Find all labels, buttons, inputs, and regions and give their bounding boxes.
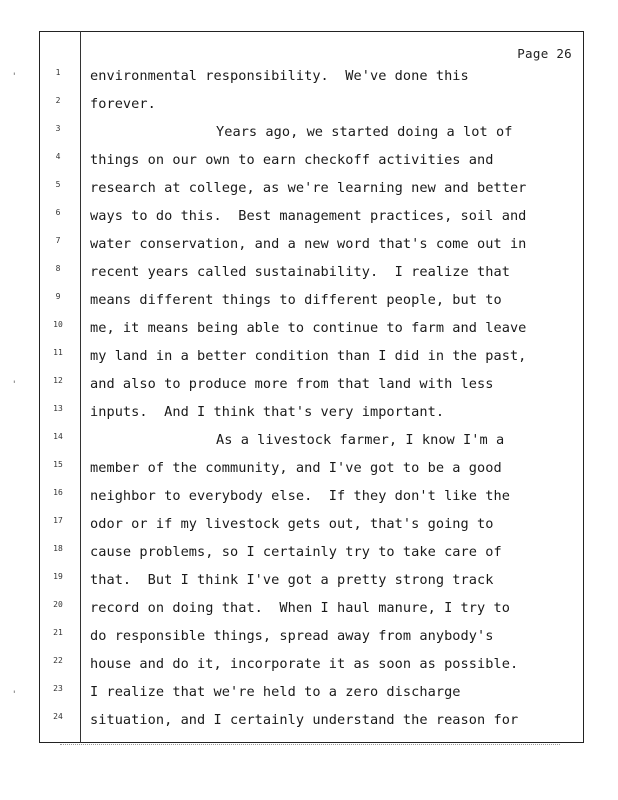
footer-rule <box>60 744 560 745</box>
transcript-line <box>0 288 618 316</box>
line-text: As a livestock farmer, I know I'm a <box>216 432 505 448</box>
transcript-line <box>0 708 618 736</box>
line-text: odor or if my livestock gets out, that's going to <box>90 516 494 532</box>
transcript-line <box>0 64 618 92</box>
line-number: 1 <box>55 68 61 77</box>
transcript-line <box>0 344 618 372</box>
transcript-line <box>0 680 618 708</box>
line-text: neighbor to everybody else. If they don't like the <box>90 488 510 504</box>
line-text: research at college, as we're learning new and better <box>90 180 527 196</box>
transcript-line <box>0 400 618 428</box>
line-number: 11 <box>53 348 63 357</box>
transcript-line <box>0 316 618 344</box>
line-number: 20 <box>53 600 63 609</box>
line-number: 13 <box>53 404 63 413</box>
line-number: 14 <box>53 432 63 441</box>
line-text: water conservation, and a new word that's come out in <box>90 236 527 252</box>
transcript-line <box>0 232 618 260</box>
transcript-line <box>0 624 618 652</box>
line-text: forever. <box>90 96 156 112</box>
transcript-line <box>0 176 618 204</box>
transcript-line <box>0 260 618 288</box>
line-text: record on doing that. When I haul manure, I try to <box>90 600 510 616</box>
line-number: 9 <box>55 292 61 301</box>
line-number: 5 <box>55 180 61 189</box>
transcript-line <box>0 92 618 120</box>
line-number: 16 <box>53 488 63 497</box>
line-number: 21 <box>53 628 63 637</box>
line-number: 15 <box>53 460 63 469</box>
transcript-line <box>0 596 618 624</box>
line-text: Years ago, we started doing a lot of <box>216 124 513 140</box>
line-number: 17 <box>53 516 63 525</box>
transcript-line <box>0 484 618 512</box>
line-number: 23 <box>53 684 63 693</box>
line-number: 18 <box>53 544 63 553</box>
margin-tick: ' <box>13 690 16 700</box>
line-number: 3 <box>55 124 61 133</box>
line-text: do responsible things, spread away from anybody's <box>90 628 494 644</box>
transcript-line <box>0 568 618 596</box>
page-number: Page 26 <box>517 46 572 61</box>
transcript-line <box>0 120 618 148</box>
line-number: 19 <box>53 572 63 581</box>
line-text: recent years called sustainability. I realize that <box>90 264 510 280</box>
line-text: means different things to different people, but to <box>90 292 502 308</box>
line-number: 22 <box>53 656 63 665</box>
line-number: 24 <box>53 712 63 721</box>
line-text: things on our own to earn checkoff activities and <box>90 152 494 168</box>
transcript-line <box>0 512 618 540</box>
transcript-line <box>0 456 618 484</box>
line-number: 6 <box>55 208 61 217</box>
transcript-line <box>0 540 618 568</box>
line-text: my land in a better condition than I did in the past, <box>90 348 527 364</box>
transcript-line <box>0 652 618 680</box>
transcript-line <box>0 428 618 456</box>
line-text: member of the community, and I've got to be a good <box>90 460 502 476</box>
line-text: situation, and I certainly understand the reason for <box>90 712 519 728</box>
line-text: ways to do this. Best management practices, soil and <box>90 208 527 224</box>
margin-tick: ' <box>13 72 16 82</box>
line-text: and also to produce more from that land with less <box>90 376 494 392</box>
line-text: environmental responsibility. We've done this <box>90 68 469 84</box>
line-number: 8 <box>55 264 61 273</box>
line-number: 10 <box>53 320 63 329</box>
transcript-line <box>0 148 618 176</box>
line-text: house and do it, incorporate it as soon as possible. <box>90 656 519 672</box>
transcript-line <box>0 204 618 232</box>
line-text: inputs. And I think that's very important. <box>90 404 445 420</box>
transcript-lines <box>0 64 618 736</box>
line-text: me, it means being able to continue to farm and leave <box>90 320 527 336</box>
line-text: that. But I think I've got a pretty strong track <box>90 572 494 588</box>
margin-tick: ' <box>13 380 16 390</box>
line-text: I realize that we're held to a zero discharge <box>90 684 461 700</box>
line-number: 2 <box>55 96 61 105</box>
line-number: 7 <box>55 236 61 245</box>
line-text: cause problems, so I certainly try to take care of <box>90 544 502 560</box>
line-number: 12 <box>53 376 63 385</box>
line-number: 4 <box>55 152 61 161</box>
transcript-line <box>0 372 618 400</box>
